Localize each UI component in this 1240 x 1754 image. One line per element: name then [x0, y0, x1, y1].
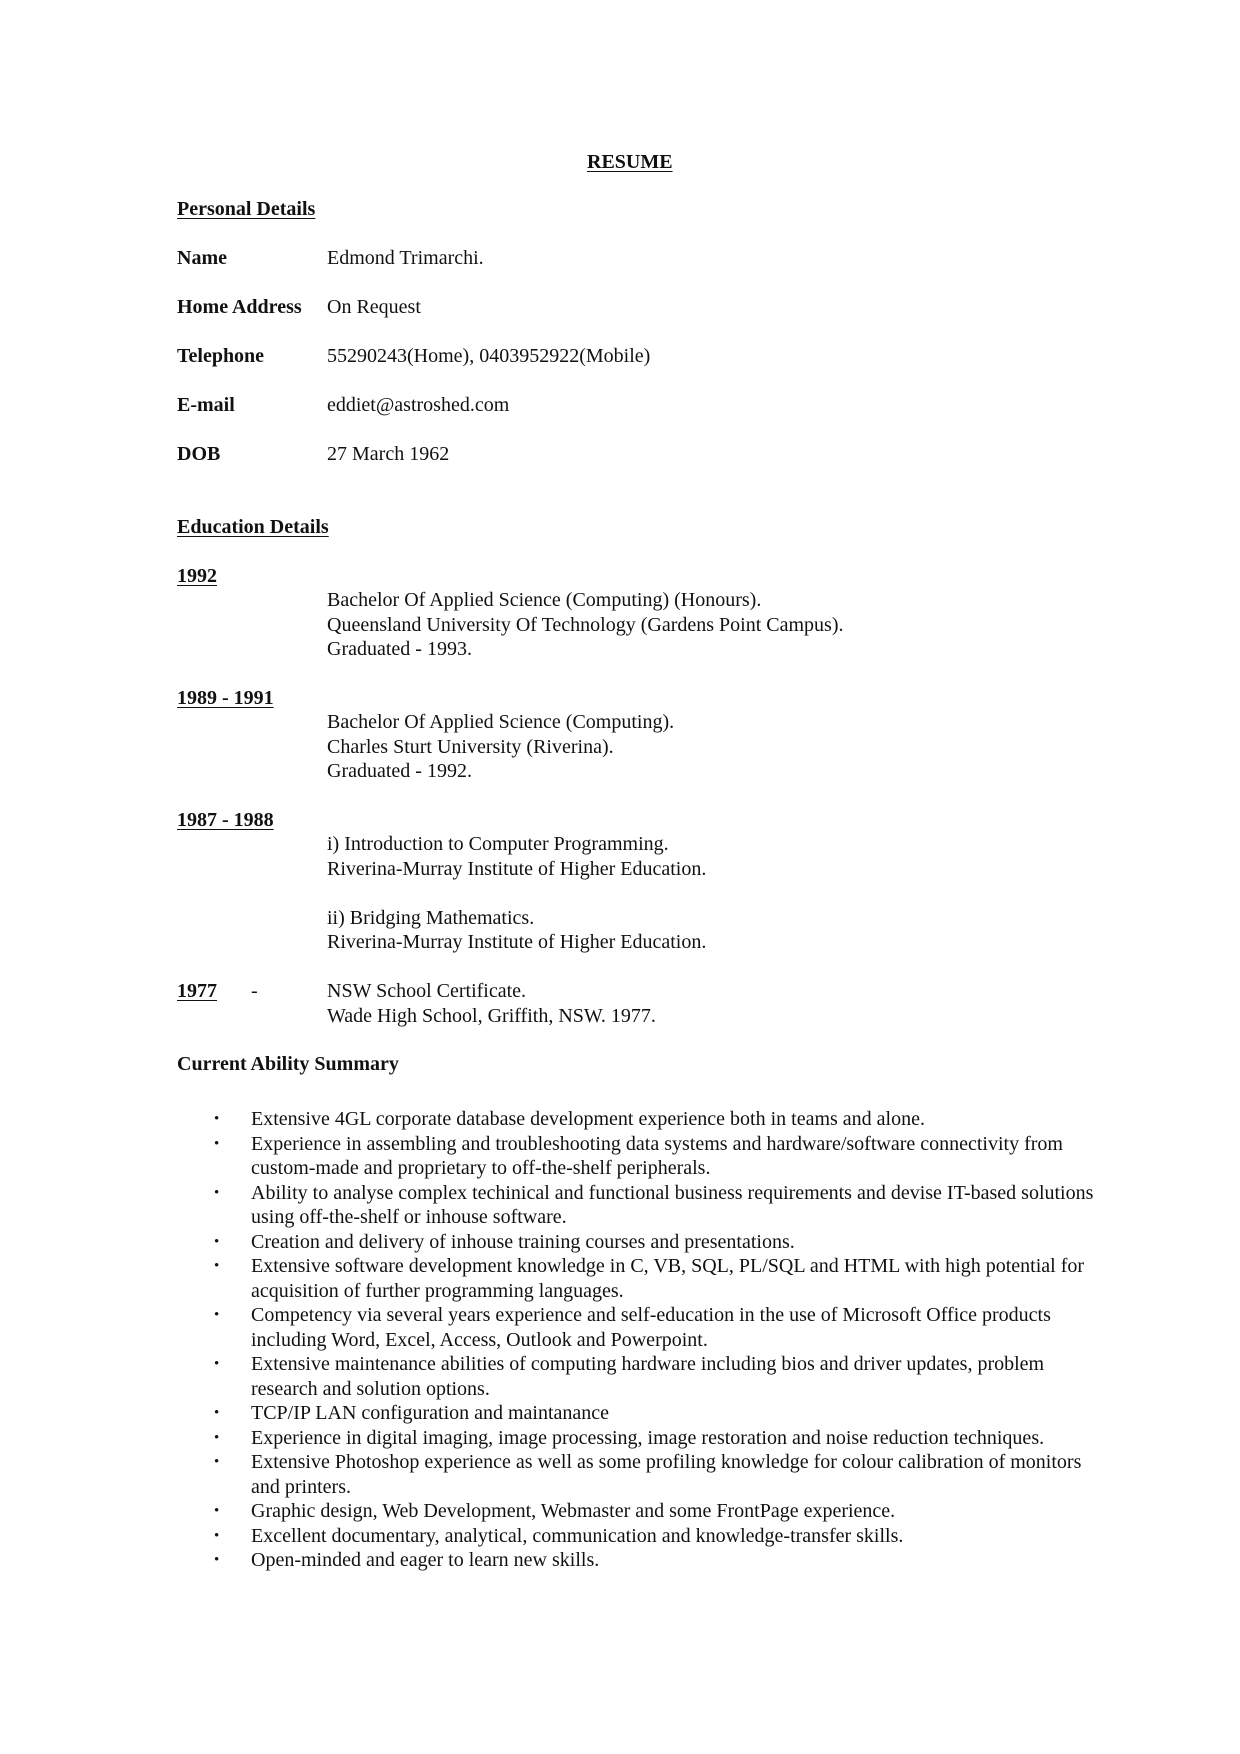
education-year: 1987 - 1988	[177, 809, 274, 831]
telephone-label: Telephone	[177, 345, 265, 367]
dob-label: DOB	[177, 443, 221, 465]
bullet-icon: •	[214, 1454, 220, 1470]
bullet-icon: •	[214, 1356, 220, 1372]
bullet-icon: •	[214, 1184, 220, 1201]
education-year: 1977	[177, 980, 217, 1002]
list-item	[0, 1401, 1101, 1426]
list-item	[0, 1132, 1101, 1181]
education-details-heading: Education Details	[177, 516, 329, 538]
education-line: Bachelor Of Applied Science (Computing) (Honours).	[327, 589, 762, 611]
personal-details-heading: Personal Details	[177, 198, 316, 220]
education-line: Queensland University Of Technology (Gardens Point Campus).	[327, 613, 844, 636]
page-title: RESUME	[587, 151, 673, 173]
education-line: Graduated - 1993.	[327, 638, 472, 660]
list-item	[0, 1107, 1101, 1132]
bullet-icon: •	[214, 1233, 220, 1250]
list-item-text: Open-minded and eager to learn new skills.	[251, 1549, 600, 1571]
list-item	[0, 1352, 1101, 1401]
bullet-icon: •	[214, 1111, 220, 1127]
bullet-icon: •	[214, 1552, 220, 1568]
list-item	[0, 1524, 1101, 1549]
name-value: Edmond Trimarchi.	[327, 247, 484, 269]
year-dash: -	[251, 980, 258, 1002]
list-item	[0, 1426, 1101, 1451]
education-line: i) Introduction to Computer Programming.	[327, 833, 669, 855]
bullet-icon: •	[214, 1135, 220, 1152]
list-item-text: Creation and delivery of inhouse training courses and presentations.	[251, 1230, 795, 1253]
list-item-text: Extensive Photoshop experience as well as some profiling knowledge for colour calibration of monitors and printers.	[251, 1451, 1082, 1498]
dob-value: 27 March 1962	[327, 443, 450, 465]
list-item	[0, 1181, 1101, 1230]
email-label: E-mail	[177, 394, 235, 416]
bullet-icon: •	[214, 1405, 220, 1421]
list-item-text: Competency via several years experience and self-education in the use of Microsoft Office products including Word, Excel, Access, Outlook and Powerpoint.	[251, 1304, 1051, 1351]
home-address-value: On Request	[327, 296, 421, 318]
list-item	[0, 1303, 1101, 1352]
education-line: Riverina-Murray Institute of Higher Education.	[327, 931, 707, 953]
ability-summary-heading: Current Ability Summary	[177, 1053, 399, 1075]
list-item	[0, 1230, 1101, 1255]
list-item-text: Experience in assembling and troubleshooting data systems and hardware/software connectivity from custom-made and proprietary to off-the-shelf peripherals.	[251, 1132, 1063, 1179]
list-item-text: Extensive maintenance abilities of computing hardware including bios and driver updates, problem research and solution options.	[251, 1353, 1045, 1400]
list-item-text: TCP/IP LAN configuration and maintanance	[251, 1402, 610, 1424]
education-year: 1989 - 1991	[177, 687, 274, 709]
list-item-text: Graphic design, Web Development, Webmaster and some FrontPage experience.	[251, 1500, 896, 1522]
list-item-text: Excellent documentary, analytical, communication and knowledge-transfer skills.	[251, 1524, 904, 1547]
education-line: Graduated - 1992.	[327, 760, 472, 782]
bullet-icon: •	[214, 1527, 220, 1544]
home-address-label: Home Address	[177, 296, 302, 318]
list-item-text: Ability to analyse complex techinical and functional business requirements and devise IT-based solutions using off-the-shelf or inhouse software.	[251, 1181, 1094, 1228]
bullet-icon: •	[214, 1503, 220, 1519]
telephone-value: 55290243(Home), 0403952922(Mobile)	[327, 345, 651, 367]
list-item	[0, 1499, 1101, 1524]
list-item-text: Extensive 4GL corporate database development experience both in teams and alone.	[251, 1108, 925, 1130]
education-line: Riverina-Murray Institute of Higher Education.	[327, 857, 707, 880]
name-label: Name	[177, 247, 227, 269]
list-item	[0, 1548, 1101, 1573]
education-year: 1992	[177, 565, 217, 587]
email-value: eddiet@astroshed.com	[327, 394, 510, 416]
education-line: NSW School Certificate.	[327, 980, 527, 1002]
list-item-text: Extensive software development knowledge in C, VB, SQL, PL/SQL and HTML with high potential for acquisition of further programming languages.	[251, 1255, 1085, 1302]
bullet-icon: •	[214, 1258, 220, 1274]
list-item	[0, 1254, 1101, 1303]
bullet-icon: •	[214, 1307, 220, 1323]
list-item-text: Experience in digital imaging, image processing, image restoration and noise reduction techniques.	[251, 1426, 1045, 1449]
education-line: Charles Sturt University (Riverina).	[327, 735, 614, 758]
education-line: ii) Bridging Mathematics.	[327, 906, 535, 929]
education-line: Bachelor Of Applied Science (Computing).	[327, 711, 675, 733]
ability-summary-list	[0, 1107, 1101, 1573]
education-line: Wade High School, Griffith, NSW. 1977.	[327, 1004, 656, 1027]
bullet-icon: •	[214, 1429, 220, 1446]
list-item	[0, 1450, 1101, 1499]
